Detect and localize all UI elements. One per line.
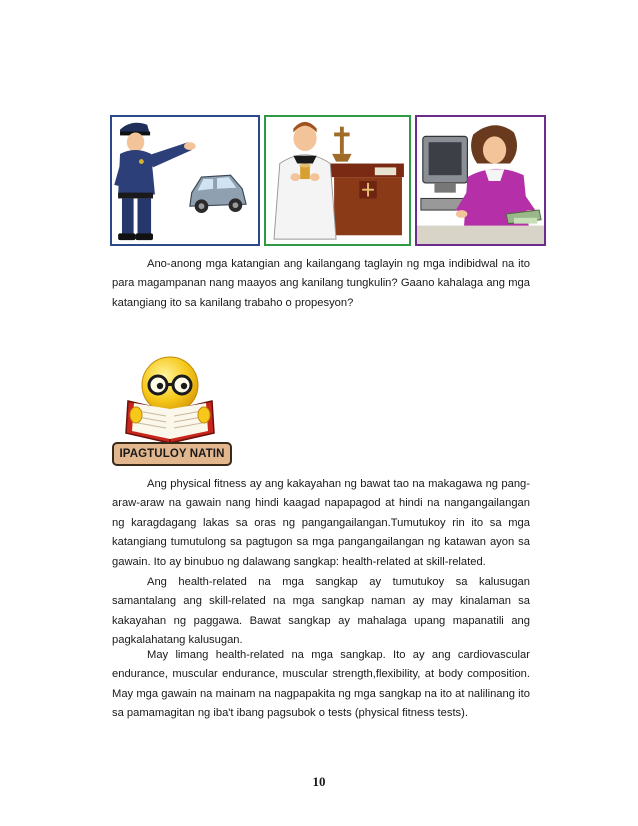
priest-image <box>264 115 411 246</box>
paragraph-five-components <box>112 646 530 724</box>
paragraph-health-skill <box>112 573 530 651</box>
paragraph-text: May limang health-related na mga sangkap. Ito ay ang cardiovascular endurance, muscular endurance, muscular strength,flexibility, at body composition. May mga gawain na mainam na nagpapakita ng mga sangkap na ito at nalilinang ito sa pamamagitan ng iba't ibang pagsubok o tests (physical fitness tests). <box>112 649 530 720</box>
paragraph-text: Ang health-related na mga sangkap ay tumutukoy sa kalusugan samantalang ang skill-related na mga sangkap naman ay may kinalaman sa kakayahan ng paggawa. Bawat sangkap ay mahalaga upang mapanatili ang pagkalahatang kalusugan. <box>112 576 530 647</box>
paragraph-text: Ang physical fitness ay ang kakayahan ng bawat tao na makagawa ng pang-araw-araw na gawain nang hindi kaagad napapagod at hindi na nangangailangan ng karagdagang lakas sa oras ng pangangailangan.Tumutukoy rin ito sa mga katangiang tumutulong sa pagtugon sa mga pangangailangan ng katawan ayon sa gawain. Ito ay binubuo ng dalawang sangkap: health-related at skill-related. <box>112 478 530 568</box>
office-worker-image <box>415 115 546 246</box>
paragraph-physical-fitness <box>112 475 530 572</box>
reading-emoji-icon <box>118 355 223 445</box>
intro-question <box>112 255 530 313</box>
priest-illustration <box>266 117 409 244</box>
section-banner: IPAGTULOY NATIN <box>112 442 232 466</box>
police-officer-image <box>110 115 260 246</box>
page-number: 10 <box>312 774 326 789</box>
office-worker-illustration <box>417 117 544 244</box>
intro-question-text: Ano-anong mga katangian ang kailangang taglayin ng mga indibidwal na ito para magampanan nang maayos ang kanilang tungkulin? Gaano kahalaga ang mga katangiang ito sa kanilang trabaho o propesyon? <box>112 258 530 309</box>
police-officer-illustration <box>112 117 258 244</box>
